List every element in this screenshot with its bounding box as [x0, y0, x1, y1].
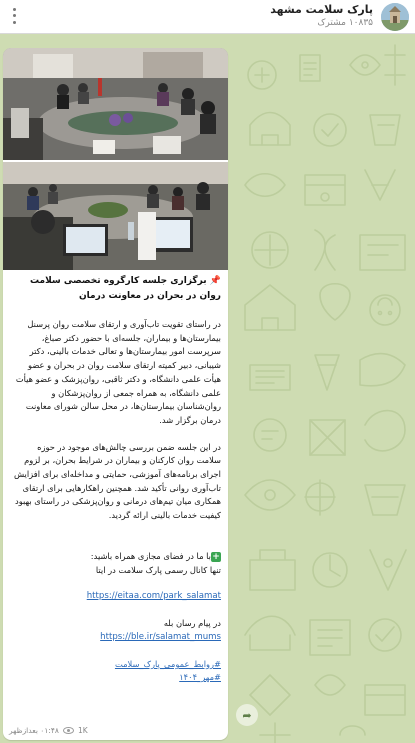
hashtag-public-relations[interactable]: #روابط_عمومی_پارک_سلامت — [114, 658, 221, 669]
hashtag-mehr-1404[interactable]: #مهر_۱۴۰۴ — [179, 671, 221, 682]
share-icon[interactable]: ➦ — [236, 704, 258, 726]
eye-icon — [63, 727, 74, 734]
post-paragraph-2: در این جلسه ضمن بررسی چالش‌های موجود در حوزه سلامت روان کارکنان و بیماران در شرایط بحران، بر لزوم اجرای برنامه‌های آموزشی، حمایتی و مداخله‌ای برای افزایش تاب‌آوری روانی تأکید شد. همچنین راهکارهایی برای ارتقای همکاری میان تیم‌های درمانی و روان‌پزشکی در راستای بهبود کیفیت خدمات بالینی ارائه گردید. — [13, 441, 221, 521]
channel-avatar[interactable] — [381, 3, 409, 31]
pushpin-icon: 📌 — [209, 276, 221, 286]
channel-title[interactable]: پارک سلامت مشهد — [270, 3, 373, 16]
post-paragraph-1: در راستای تقویت تاب‌آوری و ارتقای سلامت روان پرسنل بیمارستان‌ها و بیماران، جلسه‌ای با حضور دکتر صباغ، سرپرست امور بیمارستان‌ها و تعالی خدمات بالینی، دکتر شیبانی، دبیر کمیته ارتقای سلامت روان در بحران و عضو هیأت علمی دانشگاه، و دکتر ثاقبی، روان‌پزشک و عضو هیأت علمی دانشگاه، به همراه جمعی از روان‌پزشکان و روان‌شناسان بیمارستان‌ها، در محل سالن شورای معاونت درمان برگزار شد. — [15, 319, 221, 425]
meeting-photo-1[interactable] — [3, 48, 228, 160]
hashtags — [11, 658, 221, 684]
follow-note: +با ما در فضای مجازی همراه باشید: تنها کانال رسمی پارک سلامت در ایتا — [90, 550, 221, 575]
views-count: 1K — [77, 726, 88, 735]
subscriber-count: ۱۰۸۳۵ مشترک — [317, 18, 373, 28]
post-time: ۰۱:۴۸ بعدازظهر — [9, 726, 59, 735]
meeting-photo-2[interactable] — [3, 162, 228, 270]
bale-label: در پیام رسان بله — [163, 618, 221, 629]
post-text — [11, 274, 221, 684]
more-vertical-icon[interactable] — [6, 6, 22, 26]
post-headline: 📌 برگزاری جلسه کارگروه تخصصی سلامت روان در بحران در معاونت درمان — [29, 276, 221, 301]
eitaa-link[interactable]: https://eitaa.com/park_salamat — [86, 591, 221, 602]
bale-link[interactable]: https://ble.ir/salamat_mums — [100, 631, 221, 642]
green-plus-icon: + — [212, 551, 220, 562]
channel-header — [0, 0, 415, 34]
channel-post[interactable] — [3, 48, 228, 740]
post-meta — [9, 726, 88, 735]
